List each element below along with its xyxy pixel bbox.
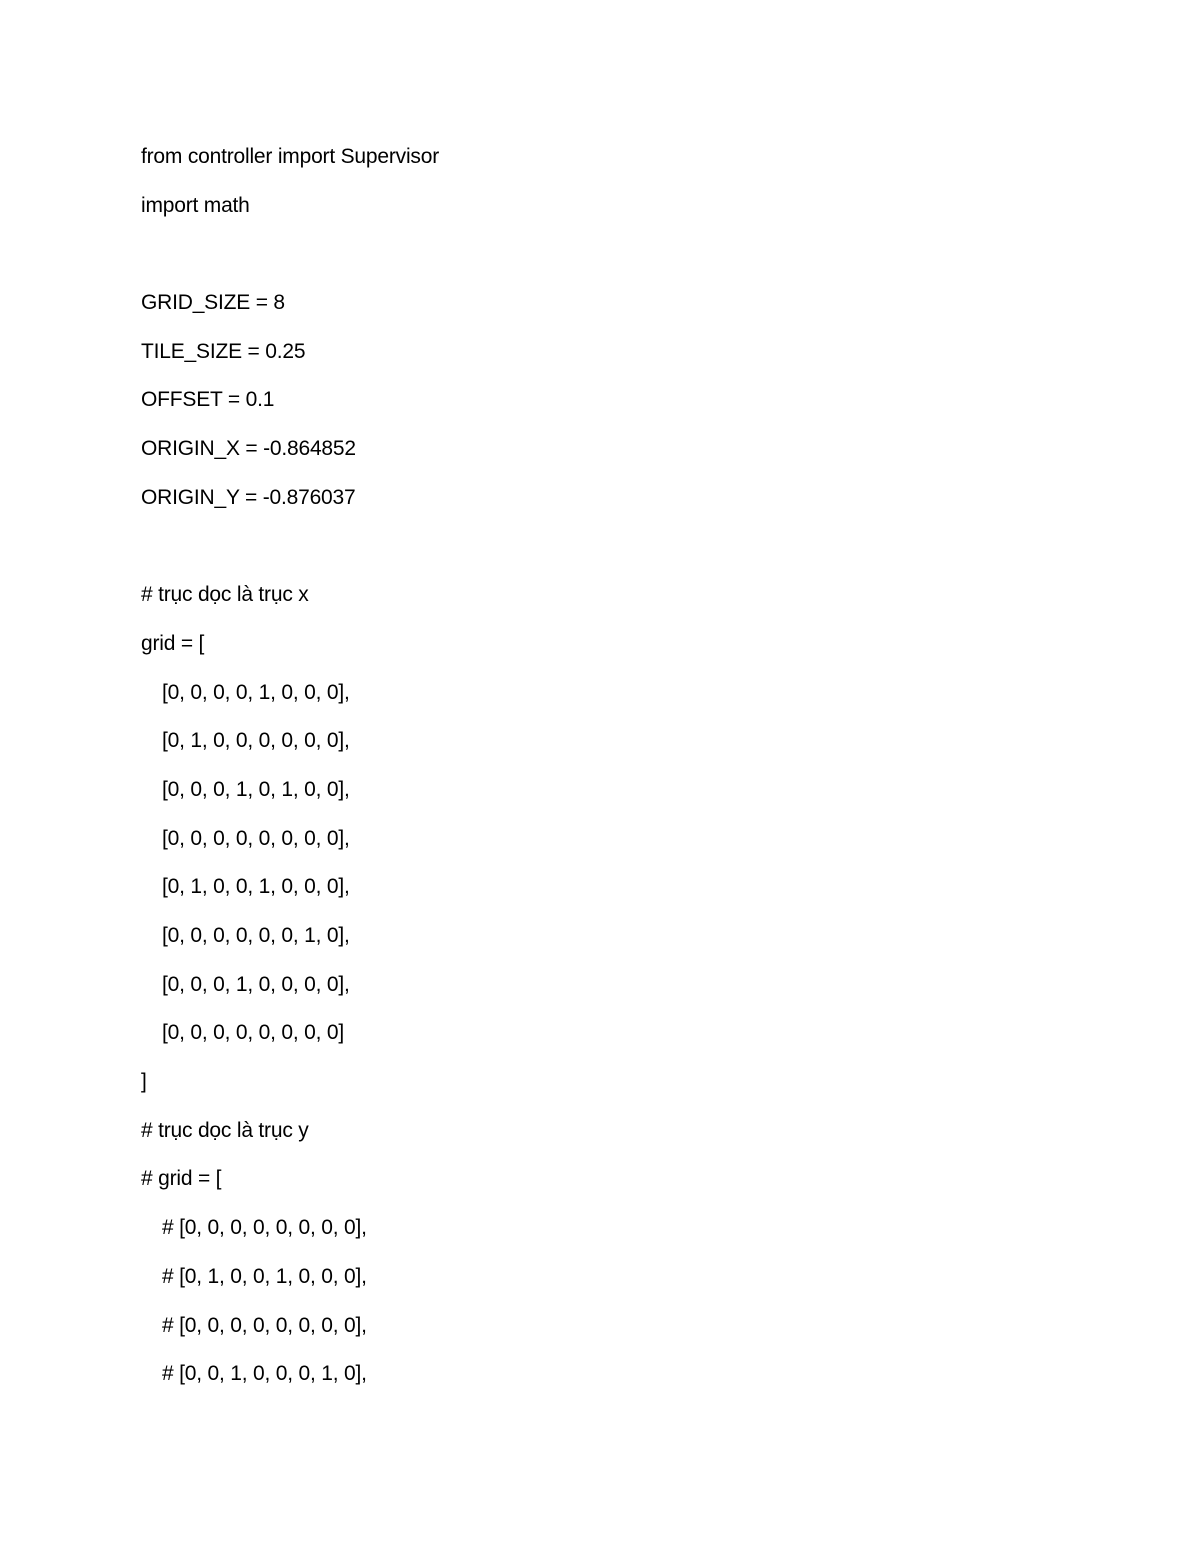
blank-line [141, 530, 1121, 579]
code-line: grid = [ [141, 631, 205, 655]
blank-line [141, 237, 1121, 286]
comment-line: # trục dọc là trục x [141, 583, 309, 607]
grid-row-line: [0, 0, 0, 0, 0, 0, 0, 0] [162, 1021, 344, 1045]
comment-grid-row-line: # [0, 0, 0, 0, 0, 0, 0, 0], [162, 1313, 367, 1337]
grid-row-line: [0, 0, 0, 0, 0, 0, 1, 0], [162, 924, 350, 947]
code-line: from controller import Supervisor [141, 145, 439, 168]
grid-row-line: [0, 0, 0, 1, 0, 0, 0, 0], [162, 972, 350, 996]
comment-grid-row-line: # [0, 0, 1, 0, 0, 0, 1, 0], [162, 1362, 367, 1386]
grid-row-line: [0, 0, 0, 0, 0, 0, 0, 0], [162, 826, 350, 850]
comment-line: # trục dọc là trục y [141, 1118, 309, 1142]
code-line: ] [141, 1070, 147, 1094]
code-line: GRID_SIZE = 8 [141, 291, 285, 315]
comment-grid-row-line: # [0, 1, 0, 0, 1, 0, 0, 0], [162, 1264, 367, 1288]
code-line: import math [141, 193, 250, 217]
grid-row-line: [0, 0, 0, 1, 0, 1, 0, 0], [162, 777, 350, 801]
code-document-body [141, 140, 1121, 1406]
code-line: OFFSET = 0.1 [141, 388, 275, 412]
grid-row-line: [0, 1, 0, 0, 0, 0, 0, 0], [162, 729, 350, 753]
code-line: ORIGIN_X = -0.864852 [141, 437, 356, 461]
code-line: TILE_SIZE = 0.25 [141, 339, 306, 363]
comment-grid-row-line: # [0, 0, 0, 0, 0, 0, 0, 0], [162, 1216, 367, 1240]
grid-row-line: [0, 1, 0, 0, 1, 0, 0, 0], [162, 875, 350, 899]
comment-line: # grid = [ [141, 1167, 222, 1191]
grid-row-line: [0, 0, 0, 0, 1, 0, 0, 0], [162, 680, 350, 704]
code-line: ORIGIN_Y = -0.876037 [141, 485, 356, 509]
